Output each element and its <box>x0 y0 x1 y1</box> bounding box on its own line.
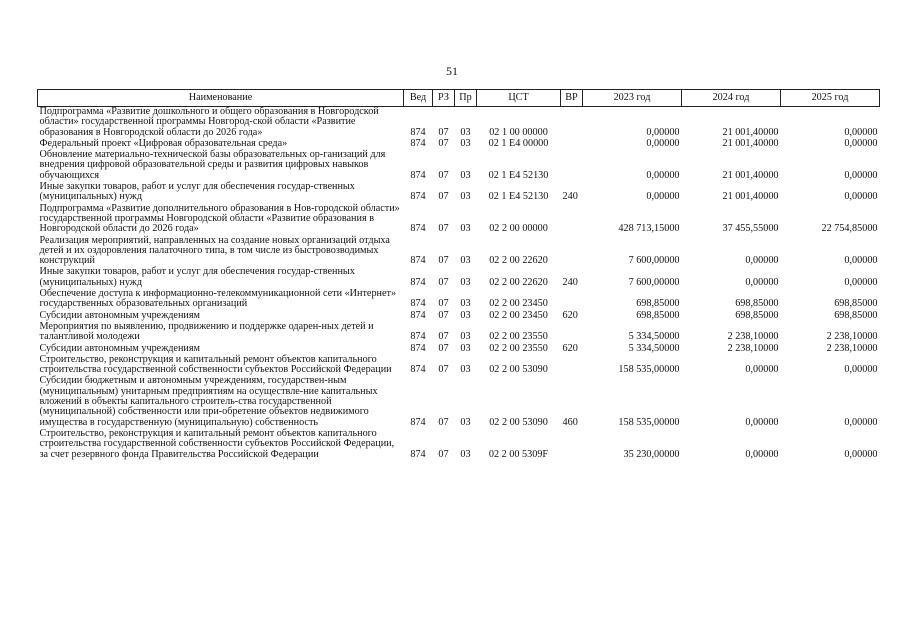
row-name: Субсидии автономным учреждениям <box>39 342 200 354</box>
row-pr: 03 <box>460 309 471 321</box>
row-2023: 5 334,50000 <box>628 331 680 343</box>
row-2025: 0,00000 <box>844 126 878 138</box>
row-name: Субсидии автономным учреждениям <box>39 309 200 321</box>
row-2024: 0,00000 <box>745 448 779 460</box>
row-vr: 620 <box>562 309 578 321</box>
row-2025: 0,00000 <box>844 416 878 428</box>
table-row <box>38 150 880 182</box>
row-ved: 874 <box>410 416 426 428</box>
row-name: Субсидии бюджетным и автономным учреждениям, государствен-ным (муниципальным) унитарным предприятиям на осуществле-ние капитальных вложений в объекты капитального строитель-ства государственной (муниципальной) собственности или при-обретение объектов недвижимого имущества в государственную (муниципальную) собственность <box>39 375 378 428</box>
row-pr: 03 <box>460 126 471 138</box>
table-row <box>38 267 880 289</box>
row-pr: 03 <box>460 276 471 288</box>
header-pr: Пр <box>455 90 477 107</box>
row-name: Мероприятия по выявлению, продвижению и поддержке одарен-ных детей и талантливой молодежи <box>39 320 374 343</box>
row-rz: 07 <box>438 331 449 343</box>
table-row <box>38 429 880 461</box>
row-rz: 07 <box>438 223 449 235</box>
row-pr: 03 <box>460 364 471 376</box>
row-2023: 0,00000 <box>646 169 680 181</box>
row-2023: 428 713,15000 <box>618 223 680 235</box>
row-name: Федеральный проект «Цифровая образовательная среда» <box>39 137 288 149</box>
row-2023: 0,00000 <box>646 126 680 138</box>
row-ved: 874 <box>410 298 426 310</box>
page-number: 51 <box>446 64 458 78</box>
row-2023: 7 600,00000 <box>628 255 680 267</box>
row-2023: 698,85000 <box>636 309 680 321</box>
row-cst: 02 2 00 53090 <box>489 416 548 428</box>
row-2025: 698,85000 <box>834 298 878 310</box>
row-cst: 02 2 00 53090 <box>489 364 548 376</box>
row-rz: 07 <box>438 137 449 149</box>
row-pr: 03 <box>460 223 471 235</box>
row-vr <box>561 289 583 311</box>
table-row <box>38 236 880 268</box>
row-2025: 0,00000 <box>844 448 878 460</box>
header-ved: Вед <box>404 90 433 107</box>
row-vr <box>561 355 583 377</box>
row-2024: 0,00000 <box>745 416 779 428</box>
row-cst: 02 1 Е4 00000 <box>488 137 549 149</box>
row-2025: 0,00000 <box>844 169 878 181</box>
header-name: Наименование <box>38 90 404 107</box>
row-2023: 158 535,00000 <box>618 364 680 376</box>
row-2025: 0,00000 <box>844 364 878 376</box>
table-row <box>38 289 880 311</box>
row-ved: 874 <box>410 309 426 321</box>
row-2024: 2 238,10000 <box>727 342 779 354</box>
row-vr: 620 <box>562 342 578 354</box>
row-cst: 02 2 00 23550 <box>489 331 548 343</box>
row-pr: 03 <box>460 416 471 428</box>
row-vr <box>561 322 583 344</box>
row-2024: 0,00000 <box>745 276 779 288</box>
row-2024: 698,85000 <box>735 298 779 310</box>
row-vr <box>561 236 583 268</box>
row-vr <box>561 204 583 236</box>
row-2023: 7 600,00000 <box>628 276 680 288</box>
row-pr: 03 <box>460 298 471 310</box>
row-cst: 02 2 00 00000 <box>489 223 548 235</box>
row-vr <box>561 107 583 139</box>
row-cst: 02 2 00 23450 <box>489 298 548 310</box>
row-pr: 03 <box>460 448 471 460</box>
row-2024: 2 238,10000 <box>727 331 779 343</box>
row-rz: 07 <box>438 364 449 376</box>
row-ved: 874 <box>410 255 426 267</box>
row-vr: 240 <box>562 276 578 288</box>
row-2024: 37 455,55000 <box>722 223 779 235</box>
row-2023: 0,00000 <box>646 191 680 203</box>
row-vr <box>561 150 583 182</box>
row-cst: 02 2 00 22620 <box>489 276 548 288</box>
row-rz: 07 <box>438 126 449 138</box>
row-2025: 0,00000 <box>844 276 878 288</box>
row-ved: 874 <box>410 191 426 203</box>
row-2025: 2 238,10000 <box>826 331 878 343</box>
header-cst: ЦСТ <box>477 90 561 107</box>
row-name: Строительство, реконструкция и капитальный ремонт объектов капитального строительства государственной собственности субъектов Российской Федерации <box>39 353 392 376</box>
row-ved: 874 <box>410 331 426 343</box>
budget-table <box>37 89 880 461</box>
row-2023: 35 230,00000 <box>623 448 680 460</box>
row-ved: 874 <box>410 342 426 354</box>
table-row <box>38 355 880 377</box>
table-row <box>38 204 880 236</box>
row-vr: 240 <box>562 191 578 203</box>
row-2024: 698,85000 <box>735 309 779 321</box>
row-pr: 03 <box>460 255 471 267</box>
row-vr: 460 <box>562 416 578 428</box>
row-name: Обеспечение доступа к информационно-телекоммуникационной сети «Интернет» государственных образовательных организаций <box>39 288 397 310</box>
row-rz: 07 <box>438 342 449 354</box>
row-2023: 0,00000 <box>646 137 680 149</box>
row-pr: 03 <box>460 137 471 149</box>
header-vr: ВР <box>561 90 583 107</box>
row-rz: 07 <box>438 276 449 288</box>
row-2025: 698,85000 <box>834 309 878 321</box>
row-vr <box>561 139 583 150</box>
row-cst: 02 1 Е4 52130 <box>488 169 549 181</box>
row-rz: 07 <box>438 416 449 428</box>
row-pr: 03 <box>460 169 471 181</box>
row-2024: 0,00000 <box>745 364 779 376</box>
row-pr: 03 <box>460 331 471 343</box>
row-ved: 874 <box>410 137 426 149</box>
row-2025: 0,00000 <box>844 137 878 149</box>
row-ved: 874 <box>410 448 426 460</box>
row-ved: 874 <box>410 276 426 288</box>
row-2024: 0,00000 <box>745 255 779 267</box>
row-cst: 02 2 00 22620 <box>489 255 548 267</box>
table-row <box>38 107 880 139</box>
row-pr: 03 <box>460 191 471 203</box>
row-2025: 22 754,85000 <box>821 223 878 235</box>
row-2023: 698,85000 <box>636 298 680 310</box>
row-2024: 21 001,40000 <box>722 191 779 203</box>
row-2025: 2 238,10000 <box>826 342 878 354</box>
row-name: Обновление материально-технической базы образовательных ор-ганизаций для внедрения цифровой образовательной среды и развития цифровых навыков обучающихся <box>39 149 386 181</box>
row-2024: 21 001,40000 <box>722 169 779 181</box>
row-ved: 874 <box>410 223 426 235</box>
row-2025: 0,00000 <box>844 191 878 203</box>
table-header-row <box>38 90 880 107</box>
row-name: Подпрограмма «Развитие дошкольного и общего образования в Новгородской области» государственной программы Новгород-ской области «Развитие образования в Новгородской области до 2026 года» <box>39 106 379 138</box>
row-vr <box>561 429 583 461</box>
row-2024: 21 001,40000 <box>722 126 779 138</box>
table-row <box>38 322 880 344</box>
row-rz: 07 <box>438 169 449 181</box>
row-cst: 02 2 00 5309F <box>488 448 549 460</box>
row-rz: 07 <box>438 448 449 460</box>
row-2023: 158 535,00000 <box>618 416 680 428</box>
header-2025: 2025 год <box>781 90 880 107</box>
header-2024: 2024 год <box>682 90 781 107</box>
header-rz: РЗ <box>433 90 455 107</box>
row-rz: 07 <box>438 309 449 321</box>
row-name: Подпрограмма «Развитие дополнительного образования в Нов-городской области» государственной программы Новгородской области «Развитие образования в Новгородской области до 2026 года» <box>39 202 400 235</box>
row-2023: 5 334,50000 <box>628 342 680 354</box>
row-ved: 874 <box>410 169 426 181</box>
row-cst: 02 2 00 23550 <box>489 342 548 354</box>
row-2025: 0,00000 <box>844 255 878 267</box>
table-row <box>38 182 880 204</box>
row-name: Реализация мероприятий, направленных на создание новых организаций отдыха детей и их оздоровления палаточного типа, в том числе из быстровозводимых конструкций <box>39 234 390 267</box>
table-row <box>38 376 880 428</box>
row-name: Строительство, реконструкция и капитальный ремонт объектов капитального строительства государственной собственности субъектов Российской Федерации, за счет резервного фонда Правительства Российской Федерации <box>39 427 395 460</box>
row-cst: 02 2 00 23450 <box>489 309 548 321</box>
row-ved: 874 <box>410 126 426 138</box>
row-name: Иные закупки товаров, работ и услуг для обеспечения государ-ственных (муниципальных) нужд <box>39 266 355 288</box>
header-2023: 2023 год <box>583 90 682 107</box>
row-cst: 02 1 00 00000 <box>489 126 548 138</box>
row-rz: 07 <box>438 191 449 203</box>
row-2024: 21 001,40000 <box>722 137 779 149</box>
row-ved: 874 <box>410 364 426 376</box>
row-rz: 07 <box>438 255 449 267</box>
row-name: Иные закупки товаров, работ и услуг для обеспечения государ-ственных (муниципальных) нужд <box>39 181 355 203</box>
row-pr: 03 <box>460 342 471 354</box>
row-cst: 02 1 Е4 52130 <box>488 191 549 203</box>
row-rz: 07 <box>438 298 449 310</box>
